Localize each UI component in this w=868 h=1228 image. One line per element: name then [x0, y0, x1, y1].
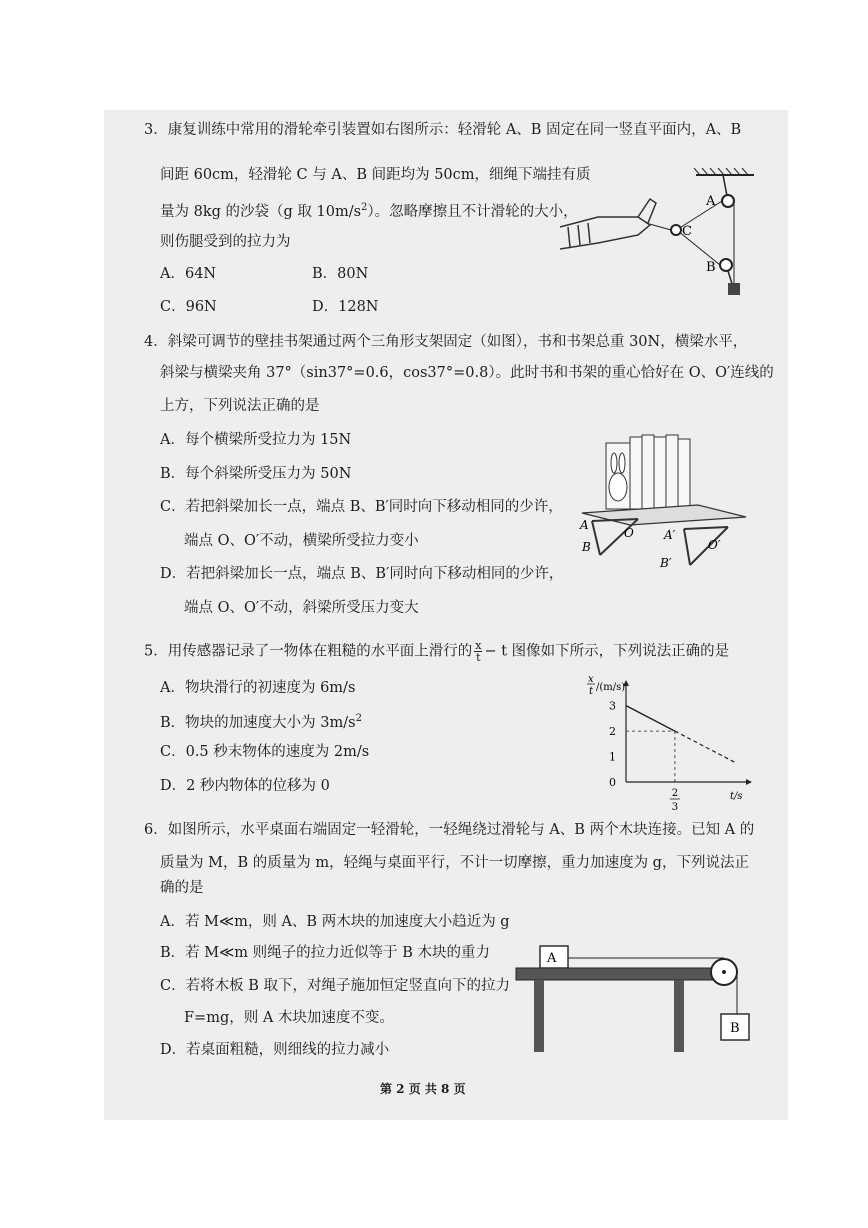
page-number: 第 2 页 共 8 页 — [380, 1082, 466, 1096]
q3-option-a: A．64N — [160, 266, 217, 282]
pulley-c-icon — [671, 225, 681, 235]
q3-option-d: D．128N — [312, 299, 379, 315]
svg-text:B: B — [582, 540, 591, 554]
svg-text:O: O — [624, 526, 634, 540]
svg-text:A′: A′ — [664, 528, 676, 542]
y-label-den: t — [589, 686, 594, 697]
y-tick-label: 3 — [609, 699, 616, 713]
x-label: t/s — [730, 791, 743, 802]
svg-text:C: C — [682, 224, 692, 239]
q3-option-b: B．80N — [312, 266, 369, 282]
q6-option-c-line1: C．若将木板 B 取下，对绳子施加恒定竖直向下的拉力 — [160, 978, 510, 994]
injured-leg-icon — [560, 199, 656, 249]
q6-option-a: A．若 M≪m，则 A、B 两木块的加速度大小趋近为 g — [160, 914, 510, 930]
q6-option-c-line2: F=mg，则 A 木块加速度不变。 — [184, 1010, 394, 1026]
x-over-t-fraction: $\frac{x}{t}$ — [475, 639, 482, 664]
q3-pulley-figure — [558, 165, 758, 300]
y-label-unit: /(m/s) — [596, 682, 626, 693]
table-leg-right — [674, 980, 684, 1052]
svg-text:A: A — [547, 951, 557, 966]
q4-bookshelf-figure — [578, 425, 753, 580]
svg-text:B: B — [730, 1021, 740, 1036]
q5-option-a: A．物块滑行的初速度为 6m/s — [160, 680, 356, 696]
q3-stem-line2: 间距 60cm，轻滑轮 C 与 A、B 间距均为 50cm，细绳下端挂有质 — [160, 167, 591, 183]
y-tick-label: 1 — [609, 750, 616, 764]
y-label-num: x — [588, 674, 594, 685]
q5-xt-chart — [580, 670, 760, 820]
q4-option-a: A．每个横梁所受拉力为 15N — [160, 432, 352, 448]
svg-text:A: A — [580, 518, 589, 532]
svg-text:O′: O′ — [708, 538, 721, 552]
q6-option-b: B．若 M≪m 则绳子的拉力近似等于 B 木块的重力 — [160, 945, 491, 961]
q6-table-pulley-figure — [512, 942, 752, 1057]
q4-stem-line3: 上方，下列说法正确的是 — [160, 398, 320, 414]
q4-option-b: B．每个斜梁所受压力为 50N — [160, 466, 352, 482]
q3-stem-line1: 3．康复训练中常用的滑轮牵引装置如右图所示：轻滑轮 A、B 固定在同一竖直平面内，A、B — [144, 122, 742, 138]
q6-stem-line3: 确的是 — [160, 880, 204, 896]
q3-stem-line4: 则伤腿受到的拉力为 — [160, 234, 291, 250]
q4-option-c-line2: 端点 O、O′不动，横梁所受拉力变小 — [184, 533, 419, 549]
x-tick-numerator: 2 — [671, 788, 679, 799]
q5-option-d: D．2 秒内物体的位移为 0 — [160, 778, 330, 794]
y-tick-label: 0 — [609, 776, 616, 789]
q6-option-d: D．若桌面粗糙，则细线的拉力减小 — [160, 1042, 390, 1058]
table-leg-left — [534, 980, 544, 1052]
q4-stem-line2: 斜梁与横梁夹角 37°（sin37°=0.6，cos37°=0.8）。此时书和书架的重心恰好在 O、O′连线的 — [160, 365, 774, 381]
q6-stem-line2: 质量为 M，B 的质量为 m，轻绳与桌面平行，不计一切摩擦，重力加速度为 g，下列说法正 — [160, 855, 749, 871]
x-tick-denominator: 3 — [671, 802, 679, 813]
q3-stem-line3: 量为 8kg 的沙袋（g 取 $10m/s^2$）。忽略摩擦且不计滑轮的大小， — [160, 202, 578, 220]
q5-stem: 5．用传感器记录了一物体在粗糙的水平面上滑行的 $\frac{x}{t}$ − t 图像如下所示，下列说法正确的是 — [144, 639, 730, 664]
svg-text:B′: B′ — [660, 556, 672, 570]
svg-text:A: A — [706, 194, 716, 209]
q5-option-b: B．物块的加速度大小为 $3m/s^2$ — [160, 713, 362, 731]
y-tick-label: 2 — [609, 725, 616, 739]
q3-option-c: C．96N — [160, 299, 217, 315]
q4-stem-line1: 4．斜梁可调节的壁挂书架通过两个三角形支架固定（如图），书和书架总重 30N，横梁水平， — [144, 334, 748, 350]
table-top — [516, 968, 728, 980]
q4-option-d-line1: D．若把斜梁加长一点，端点 B、B′同时向下移动相同的少许， — [160, 566, 564, 582]
pulley-b-icon — [720, 259, 732, 271]
series-line-solid — [626, 706, 675, 731]
pulley-a-icon — [722, 195, 734, 207]
q4-option-c-line1: C．若把斜梁加长一点，端点 B、B′同时向下移动相同的少许， — [160, 499, 563, 515]
series-line-dashed — [675, 731, 736, 763]
x-axis-arrow — [746, 779, 752, 785]
q6-stem-line1: 6．如图所示，水平桌面右端固定一轻滑轮，一轻绳绕过滑轮与 A、B 两个木块连接。已知 A 的 — [144, 822, 755, 838]
svg-text:B: B — [706, 260, 716, 275]
q5-option-c: C．0.5 秒末物体的速度为 2m/s — [160, 744, 370, 760]
sandbag-icon — [728, 283, 740, 295]
q4-option-d-line2: 端点 O、O′不动，斜梁所受压力变大 — [184, 600, 419, 616]
